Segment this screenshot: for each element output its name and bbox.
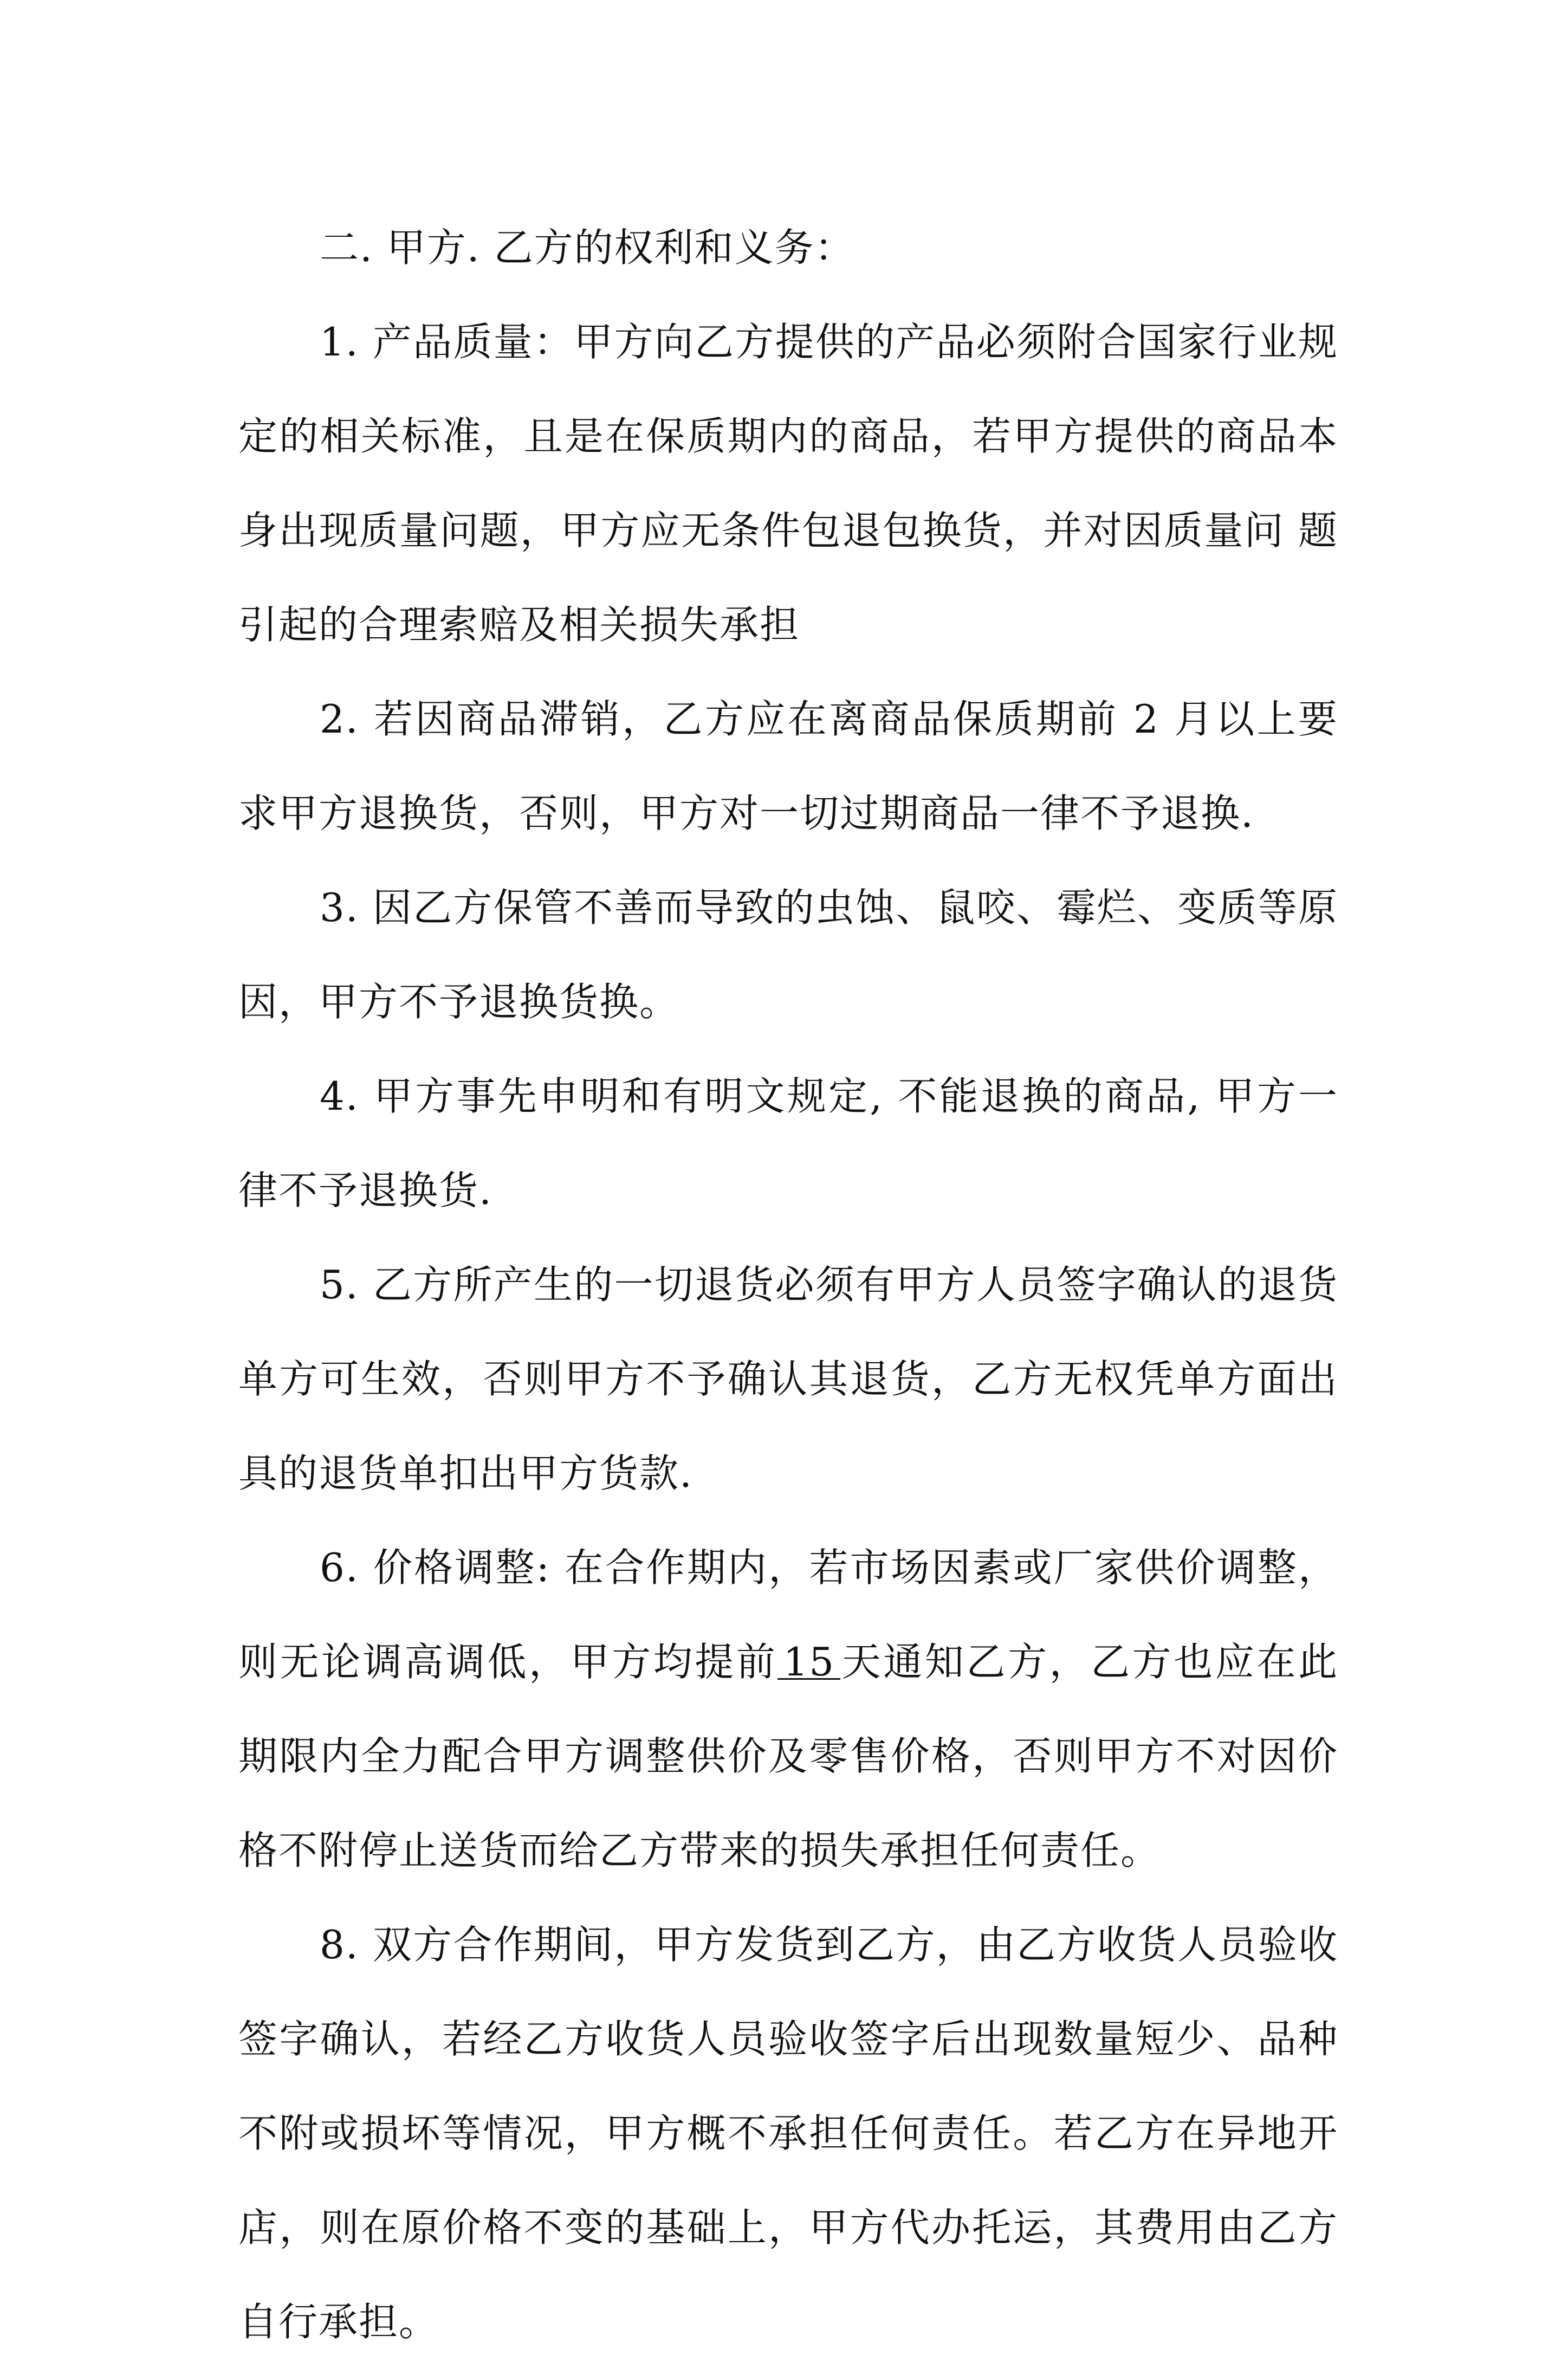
section-heading: 二. 甲方. 乙方的权利和义务：: [320, 225, 855, 270]
clause-8-delivery: 8. 双方合作期间，甲方发货到乙方，由乙方收货人员验收签字确认，若经乙方收货人员验收签字后出现数量短少、品种不附或损坏等情况，甲方概不承担任何责任。若乙方在异地开店，则在原价格不变的基础上，甲方代办托运，其费用由乙方自行承担。: [238, 1922, 1338, 2345]
clause-6-price-adjustment: [238, 1520, 1338, 1898]
document-body: [238, 200, 1338, 2369]
clause-6-text-before: 6. 价格调整: 在合作期内，若市场因素或厂家供价调整，则无论调高调低，甲方均提前: [238, 1545, 1338, 1685]
clause-4-non-returnable: 4. 甲方事先申明和有明文规定, 不能退换的商品, 甲方一律不予退换货.: [238, 1073, 1338, 1213]
clause-1-product-quality: 1. 产品质量：甲方向乙方提供的产品必须附合国家行业规定的相关标准，且是在保质期内的商品，若甲方提供的商品本身出现质量问题，甲方应无条件包退包换货，并对因质量问 题引起的合理索赔及相关损失承担: [238, 319, 1338, 648]
clause-5-return-confirmation: 5. 乙方所产生的一切退货必须有甲方人员签字确认的退货单方可生效，否则甲方不予确认其退货，乙方无权凭单方面出具的退货单扣出甲方货款.: [238, 1262, 1338, 1496]
notice-days-blank: 15: [777, 1646, 840, 1680]
clause-2-unsold-goods: 2. 若因商品滞销，乙方应在离商品保质期前 2 月以上要求甲方退换货，否则，甲方对一切过期商品一律不予退换.: [238, 696, 1338, 836]
clause-6-text-after: 天通知乙方，乙方也应在此期限内全力配合甲方调整供价及零售价格，否则甲方不对因价格不附停止送货而给乙方带来的损失承担任何责任。: [238, 1639, 1338, 1873]
clause-3-improper-storage: 3. 因乙方保管不善而导致的虫蚀、鼠咬、霉烂、变质等原因，甲方不予退换货换。: [238, 885, 1338, 1025]
